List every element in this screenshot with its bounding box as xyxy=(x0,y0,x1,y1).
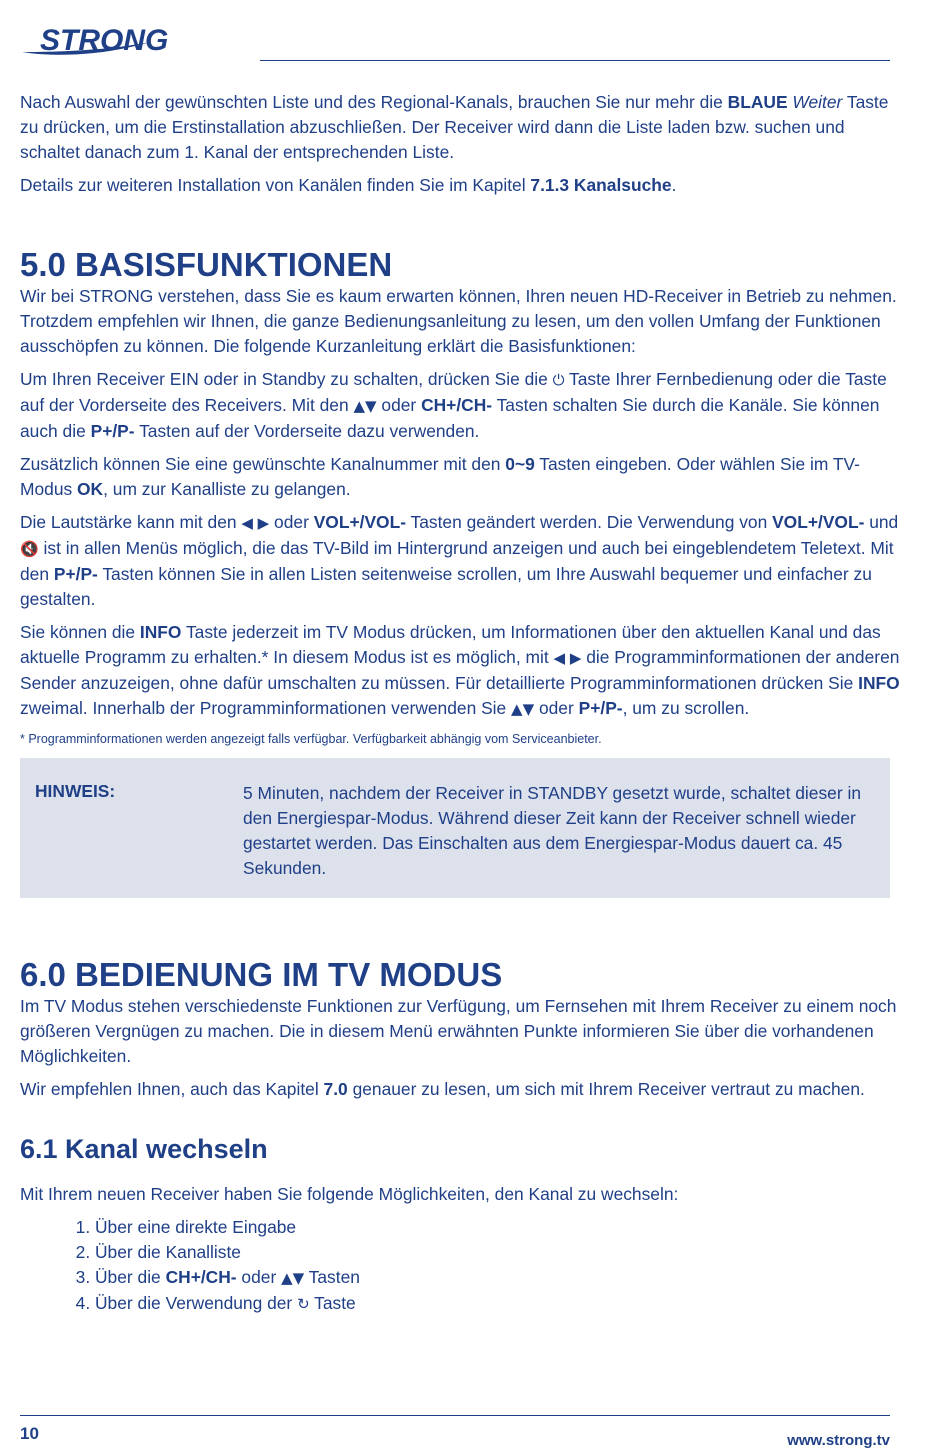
list-item: 3. Über die CH+/CH- oder ▲▼ Tasten xyxy=(95,1265,900,1291)
website-link[interactable]: www.strong.tv xyxy=(787,1432,890,1449)
mute-icon: 🔇 xyxy=(20,540,39,558)
strong-logo xyxy=(20,22,225,58)
list-item: 1. Über eine direkte Eingabe xyxy=(95,1215,900,1240)
section-6-title: 6.0 BEDIENUNG IM TV MODUS xyxy=(20,956,503,993)
up-down-arrows-icon: ▲▼ xyxy=(511,700,535,718)
section-5-paragraph-5: Sie können die INFO Taste jederzeit im TV Modus drücken, um Informationen über den aktuellen Kanal und das aktuelle Programm zu erhalten.* In diesem Modus ist es möglich, mit ◀ ▶ die Programminformationen der anderen Sender anzuzeigen, ohne dafür umschalten zu müssen. Für detaillierte Programminformationen drücken Sie INFO zweimal. Innerhalb der Programminformationen verwenden Sie ▲▼ oder P+/P-, um zu scrollen. xyxy=(20,622,900,718)
page-content xyxy=(20,90,900,1317)
svg-text:STRONG: STRONG xyxy=(40,24,169,57)
page-header xyxy=(20,22,890,62)
section-6-1-intro: Mit Ihrem neuen Receiver haben Sie folgende Möglichkeiten, den Kanal zu wechseln: xyxy=(20,1184,679,1204)
channel-change-list xyxy=(20,1215,900,1317)
section-5-title: 5.0 BASISFUNKTIONEN xyxy=(20,246,393,283)
recall-icon: ↻ xyxy=(297,1295,310,1313)
up-down-arrows-icon: ▲▼ xyxy=(353,397,377,415)
note-label: HINWEIS: xyxy=(35,781,116,801)
section-5-paragraph-1: Wir bei STRONG verstehen, dass Sie es kaum erwarten können, Ihren neuen HD-Receiver in Betrieb zu nehmen. Trotzdem empfehlen wir Ihnen, die ganze Bedienungsanleitung zu lesen, um den vollen Umfang der Funktionen ausschöpfen zu können. Die folgende Kurzanleitung erklärt die Basisfunktionen: xyxy=(20,286,897,356)
header-rule xyxy=(260,60,890,61)
footer-rule xyxy=(20,1415,890,1416)
list-item: 2. Über die Kanalliste xyxy=(95,1240,900,1265)
section-5-paragraph-2: Um Ihren Receiver EIN oder in Standby zu schalten, drücken Sie die ⏻ Taste Ihrer Fernbedienung oder die Taste auf der Vorderseite des Receivers. Mit den ▲▼ oder CH+/CH- Tasten schalten Sie durch die Kanäle. Sie können auch die P+/P- Tasten auf der Vorderseite dazu verwenden. xyxy=(20,369,887,441)
page-number: 10 xyxy=(20,1424,39,1443)
left-right-arrows-icon: ◀ ▶ xyxy=(553,649,582,667)
up-down-arrows-icon: ▲▼ xyxy=(281,1269,305,1287)
section-6-paragraph-1: Im TV Modus stehen verschiedenste Funktionen zur Verfügung, um Fernsehen mit Ihrem Receiver zu einem noch größeren Vergnügen zu machen. Die in diesem Menü erwähnten Punkte informieren Sie über die vorhandenen Möglichkeiten. xyxy=(20,996,897,1066)
footnote: * Programminformationen werden angezeigt falls verfügbar. Verfügbarkeit abhängig vom Serviceanbieter. xyxy=(20,732,602,746)
section-6-paragraph-2: Wir empfehlen Ihnen, auch das Kapitel 7.0 genauer zu lesen, um sich mit Ihrem Receiver vertraut zu machen. xyxy=(20,1079,865,1099)
intro-paragraph-2: Details zur weiteren Installation von Kanälen finden Sie im Kapitel 7.1.3 Kanalsuche. xyxy=(20,175,677,195)
note-box xyxy=(20,758,890,898)
intro-paragraph-1: Nach Auswahl der gewünschten Liste und des Regional-Kanals, brauchen Sie nur mehr die BLAUE Weiter Taste zu drücken, um die Erstinstallation abzuschließen. Der Receiver wird dann die Liste laden bzw. suchen und schaltet danach zum 1. Kanal der entsprechenden Liste. xyxy=(20,92,889,162)
note-text: 5 Minuten, nachdem der Receiver in STANDBY gesetzt wurde, schaltet dieser in den Energiespar-Modus. Während dieser Zeit kann der Receiver schnell wieder gestartet werden. Das Einschalten aus dem Energiespar-Modus dauert ca. 45 Sekunden. xyxy=(243,783,861,878)
power-icon: ⏻ xyxy=(552,371,565,389)
section-5-paragraph-4: Die Lautstärke kann mit den ◀ ▶ oder VOL+/VOL- Tasten geändert werden. Die Verwendung von VOL+/VOL- und 🔇 ist in allen Menüs möglich, die das TV-Bild im Hintergrund anzeigen und auch bei eingeblendetem Teletext. Mit den P+/P- Tasten können Sie in allen Listen seitenweise scrollen, um Ihre Auswahl bequemer und einfacher zu gestalten. xyxy=(20,512,899,609)
section-5-paragraph-3: Zusätzlich können Sie eine gewünschte Kanalnummer mit den 0~9 Tasten eingeben. Oder wählen Sie im TV-Modus OK, um zur Kanalliste zu gelangen. xyxy=(20,454,860,499)
list-item: 4. Über die Verwendung der ↻ Taste xyxy=(95,1291,900,1317)
section-6-1-title: 6.1 Kanal wechseln xyxy=(20,1134,268,1164)
left-right-arrows-icon: ◀ ▶ xyxy=(241,514,270,532)
